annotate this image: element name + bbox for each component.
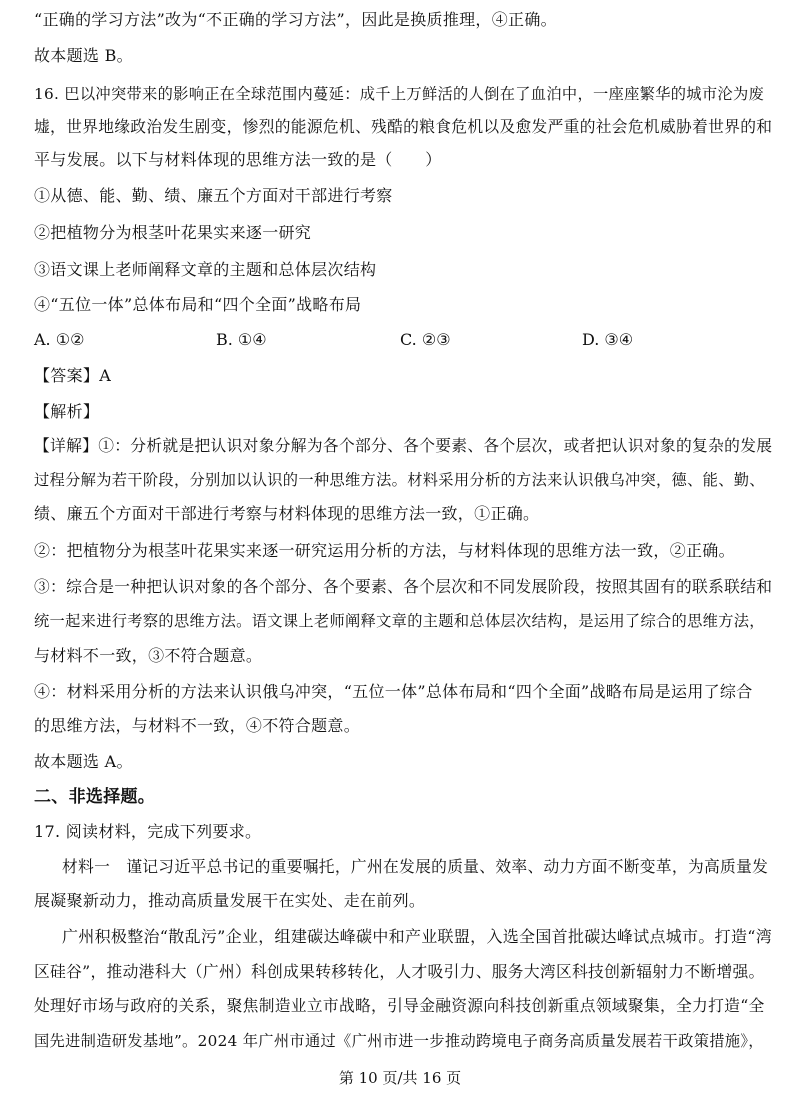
material-line: 材料一 谨记习近平总书记的重要嘱托，广州在发展的质量、效率、动力方面不断变革，为高质量发	[62, 857, 769, 876]
detail-line: 【详解】①：分析就是把认识对象分解为各个部分、各个要素、各个层次，或者把认识对象的复杂的发展	[34, 436, 773, 455]
detail-line: ③：综合是一种把认识对象的各个部分、各个要素、各个层次和不同发展阶段，按照其固有的联系联结和	[34, 577, 773, 596]
question-16-stem: 16. 巴以冲突带来的影响正在全球范围内蔓延：成千上万鲜活的人倒在了血泊中，一座座繁华的城市沦为废	[34, 85, 765, 103]
question-16-stem: 墟，世界地缘政治发生剧变，惨烈的能源危机、残酷的粮食危机以及愈发严重的社会危机威胁着世界的和	[34, 117, 773, 136]
answer-label: 【答案】A	[34, 366, 112, 385]
question-16-item: ②把植物分为根茎叶花果实来逐一研究	[34, 223, 312, 242]
material-line: 广州积极整治“散乱污”企业，组建碳达峰碳中和产业联盟，入选全国首批碳达峰试点城市。打造“湾	[62, 927, 773, 946]
material-line: 区硅谷”，推动港科大（广州）科创成果转移转化，人才吸引力、服务大湾区科技创新辐射力不断增强。	[34, 962, 765, 981]
detail-line: 过程分解为若干阶段，分别加以认识的一种思维方法。材料采用分析的方法来认识俄乌冲突，德、能、勤、	[34, 471, 765, 489]
analysis-label: 【解析】	[34, 402, 100, 421]
material-line: 国先进制造研发基地”。2024 年广州市通过《广州市进一步推动跨境电子商务高质量发展若干政策措施》，	[34, 1032, 764, 1050]
question-17-stem: 17. 阅读材料，完成下列要求。	[34, 822, 262, 841]
option-d: D. ③④	[582, 330, 634, 349]
option-a: A. ①②	[34, 330, 85, 349]
detail-line: 与材料不一致，③不符合题意。	[34, 646, 263, 665]
detail-line: 统一起来进行考察的思维方法。语文课上老师阐释文章的主题和总体层次结构，是运用了综合的思维方法，	[34, 612, 765, 630]
question-16-stem: 平与发展。以下与材料体现的思维方法一致的是（ ）	[34, 150, 442, 169]
detail-line: ②：把植物分为根茎叶花果实来逐一研究运用分析的方法，与材料体现的思维方法一致，②正确。	[34, 541, 735, 560]
material-line: 展凝聚新动力，推动高质量发展干在实处、走在前列。	[34, 891, 426, 910]
detail-line: 故本题选 A。	[34, 752, 133, 771]
detail-line: 绩、廉五个方面对干部进行考察与材料体现的思维方法一致，①正确。	[34, 504, 540, 523]
question-16-item: ③语文课上老师阐释文章的主题和总体层次结构	[34, 260, 377, 279]
detail-line: 的思维方法，与材料不一致，④不符合题意。	[34, 716, 361, 735]
text-line: 故本题选 B。	[34, 46, 133, 65]
question-16-item: ④“五位一体”总体布局和“四个全面”战略布局	[34, 295, 362, 314]
option-c: C. ②③	[400, 330, 451, 349]
page-footer: 第 10 页/共 16 页	[338, 1069, 462, 1087]
text-line: “正确的学习方法”改为“不正确的学习方法”，因此是换质推理，④正确。	[34, 10, 557, 29]
detail-line: ④：材料采用分析的方法来认识俄乌冲突，“五位一体”总体布局和“四个全面”战略布局是运用了综合	[34, 682, 753, 701]
option-b: B. ①④	[216, 330, 267, 349]
material-line: 处理好市场与政府的关系，聚焦制造业立市战略，引导金融资源向科技创新重点领域聚集，全力打造“全	[34, 996, 765, 1015]
question-16-item: ①从德、能、勤、绩、廉五个方面对干部进行考察	[34, 186, 393, 205]
section-heading: 二、非选择题。	[34, 787, 156, 807]
